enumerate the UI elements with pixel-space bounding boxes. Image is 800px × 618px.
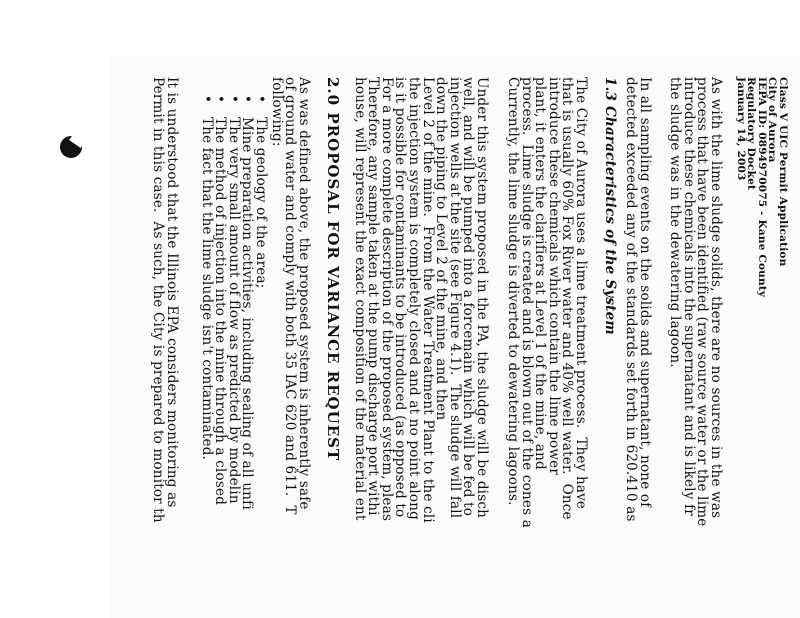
text-line: As with the lime sludge solids, there are no sources in the was bbox=[708, 77, 724, 519]
list-item: • The method of injection into the mine through a closed bbox=[213, 95, 227, 605]
document-header bbox=[736, 77, 789, 297]
paragraph-monitoring bbox=[151, 77, 178, 523]
text-line: that is usually 60% Fox River water and 40% well water. Once bbox=[559, 77, 576, 520]
list-item: • The fact that the lime sludge isn't contaminated. bbox=[199, 95, 213, 605]
document-page bbox=[110, 55, 800, 618]
rotated-document-content bbox=[150, 55, 800, 618]
text-line: Therefore, any sample taken at the pump discharge port withi bbox=[365, 77, 382, 516]
header-title: Class V UIC Permit Application bbox=[777, 77, 789, 267]
text-line: down the piping to Level 2 of the mine, and then bbox=[433, 77, 450, 421]
text-line: For a more complete description of the proposed system, pleas bbox=[378, 77, 395, 522]
text-line: following: bbox=[268, 77, 285, 147]
text-line: house, will represent the exact composition of the material ent bbox=[351, 77, 368, 521]
list-item: • The geology of the area; bbox=[253, 95, 267, 605]
header-city: City of Aurora bbox=[766, 77, 779, 163]
binder-hole-mark bbox=[60, 136, 82, 158]
text-line: plant, it enters the clarifiers at Level 1 of the mine, and bbox=[532, 77, 549, 470]
paragraph-variance bbox=[269, 77, 310, 515]
text-line: introduce these chemicals which contain the lime power bbox=[545, 77, 562, 475]
text-line: Currently, the lime sludge is diverted to dewatering lagoons. bbox=[505, 77, 522, 506]
section-heading-2-0: 2.0 PROPOSAL FOR VARIANCE REQUEST bbox=[324, 77, 342, 462]
text-line: Permit in this case. As such, the City is prepared to monitor th bbox=[150, 77, 167, 523]
text-line: the sludge was in the dewatering lagoon. bbox=[667, 77, 684, 368]
bullet-list bbox=[199, 95, 267, 605]
text-line: of ground water and comply with both 35 IAC 620 and 611. T bbox=[282, 77, 299, 515]
header-docket: Regulatory Docket bbox=[745, 77, 758, 191]
paragraph-system bbox=[505, 77, 587, 528]
header-iepa-id: IEPA ID: 0894970075 - Kane County bbox=[756, 77, 768, 298]
text-line: As was defined above, the proposed system is inherently safe bbox=[296, 77, 312, 510]
text-line: injection wells at the site (see Figure 4.1). The sludge will fall bbox=[446, 77, 463, 519]
text-line: In all sampling events on the solids and supernatant, none of bbox=[637, 77, 653, 508]
text-line: The City of Aurora uses a lime treatment process. They have bbox=[573, 77, 589, 510]
paragraph-lime-sludge bbox=[668, 77, 722, 526]
text-line: Level 2 of the mine. From the Water Treatment Plant to the cli bbox=[419, 77, 436, 523]
text-line: process that have been identified (raw source water or the lime bbox=[694, 77, 711, 527]
text-line: process. Lime sludge is created and is blown out of the cones a bbox=[518, 77, 535, 528]
text-line: introduce these chemicals into the supernatant and is likely fr bbox=[680, 77, 697, 516]
paragraph-proposed-system bbox=[352, 77, 488, 523]
paragraph-sampling bbox=[624, 77, 651, 522]
text-line: is it possible for contaminants to be introduced (as opposed to bbox=[392, 77, 409, 518]
list-item: • The very small amount of flow as predicted by modelin bbox=[226, 95, 240, 605]
text-line: well, and will be pumped into a forcemain which will be fed to bbox=[460, 77, 477, 517]
text-line: Under this system proposed in the PA, the sludge will be disch bbox=[474, 77, 490, 518]
section-heading-1-3: 1.3 Characteristics of the System bbox=[602, 77, 618, 335]
text-line: the injection system is completely closed and at no point along bbox=[406, 77, 423, 520]
text-line: It is understood that the Illinois EPA considers monitoring as bbox=[164, 77, 180, 508]
header-date: January 14, 2003 bbox=[735, 77, 747, 181]
list-item: • Mine preparation activities, including sealing of all unfi bbox=[240, 95, 254, 605]
text-line: detected exceeded any of the standards set forth in 620.410 as bbox=[623, 77, 640, 522]
